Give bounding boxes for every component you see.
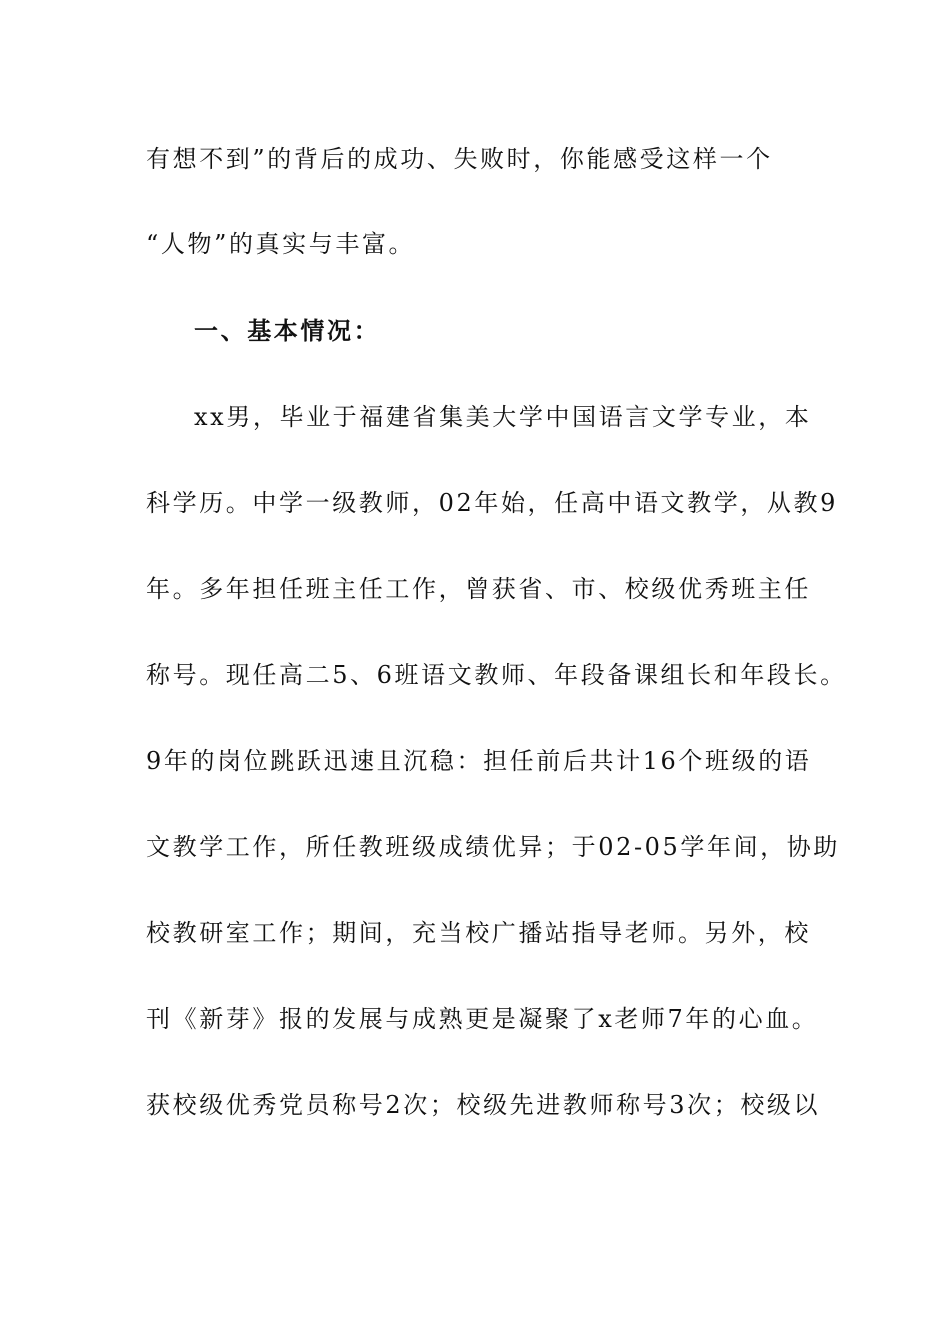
paragraph-line-10: 刊《新芽》报的发展与成熟更是凝聚了x老师7年的心血。 (146, 1005, 819, 1033)
paragraph-line-4: 科学历。中学一级教师，02年始，任高中语文教学，从教9 (146, 489, 839, 517)
paragraph-line-11: 获校级优秀党员称号2次；校级先进教师称号3次；校级以 (146, 1091, 821, 1119)
paragraph-line-1: 有想不到”的背后的成功、失败时，你能感受这样一个 (146, 145, 773, 173)
section-heading: 一、基本情况： (194, 316, 381, 345)
paragraph-line-5: 年。多年担任班主任工作，曾获省、市、校级优秀班主任 (146, 575, 811, 603)
paragraph-line-3: xx男，毕业于福建省集美大学中国语言文学专业，本 (194, 403, 812, 431)
paragraph-line-8: 文教学工作，所任教班级成绩优异；于02-05学年间，协助 (146, 833, 840, 861)
paragraph-line-6: 称号。现任高二5、6班语文教师、年段备课组长和年段长。 (146, 661, 847, 689)
paragraph-line-9: 校教研室工作；期间，充当校广播站指导老师。另外，校 (146, 919, 811, 947)
paragraph-line-2: “人物”的真实与丰富。 (146, 230, 416, 258)
paragraph-line-7: 9年的岗位跳跃迅速且沉稳：担任前后共计16个班级的语 (146, 747, 812, 775)
